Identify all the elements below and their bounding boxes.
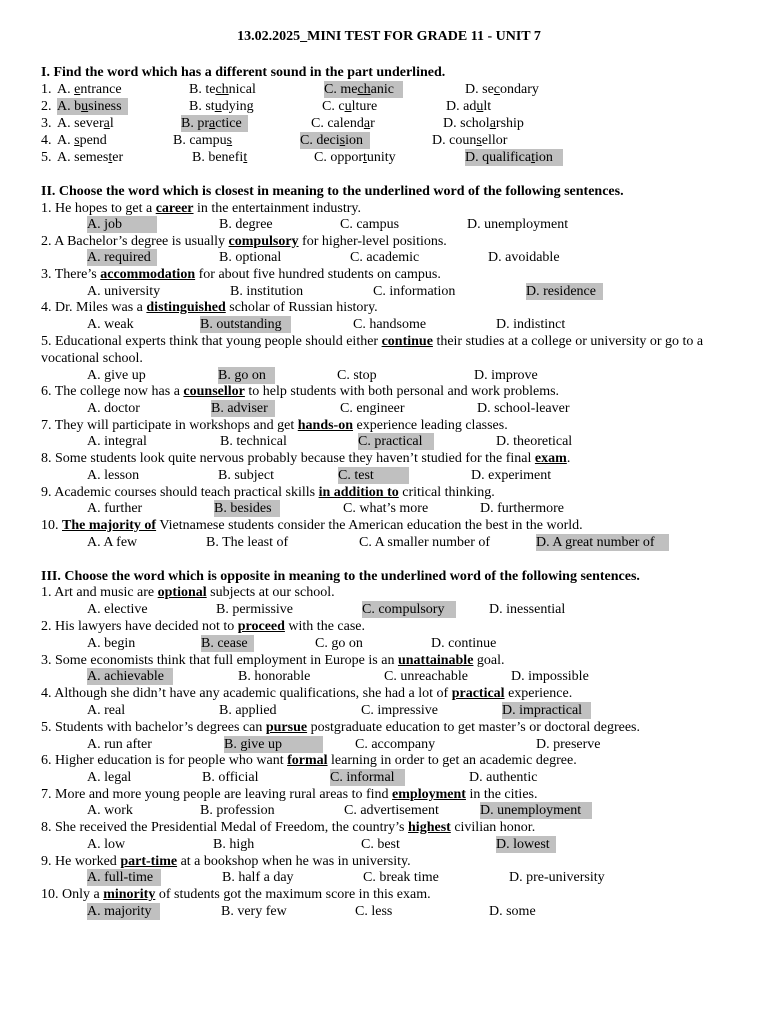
s1-row-2: 2. [41,99,52,114]
s3-q3-option-d: D. impossible [511,669,589,684]
s2-q6-option-b-answer: B. adviser [211,400,275,417]
s2-q2-option-c: C. academic [350,250,420,265]
s3-q9-option-a-answer: A. full-time [87,869,161,886]
s2-q10-option-c: C. A smaller number of [359,535,491,550]
s2-q5-option-a: A. give up [87,368,146,383]
s2-q4-option-b-answer: B. outstanding [200,316,291,333]
s2-q7-stem: 7. They will participate in workshops and get hands-on experience leading classes. [41,418,508,433]
s3-q6-option-d: D. authentic [469,770,538,785]
s2-q7-option-d: D. theoretical [496,434,573,449]
s2-q2-option-b: B. optional [219,250,282,265]
section3-heading: III. Choose the word which is opposite in meaning to the underlined word of the following sentences. [41,569,640,584]
s1-q4-option-b: B. campus [173,133,233,148]
s1-q2-option-b: B. studying [189,99,254,114]
s2-q1-stem: 1. He hopes to get a career in the entertainment industry. [41,201,361,216]
s3-q5-option-c: C. accompany [355,737,436,752]
s2-q8-option-a: A. lesson [87,468,140,483]
s3-q10-stem: 10. Only a minority of students got the maximum score in this exam. [41,887,431,902]
s2-q6-option-c: C. engineer [340,401,405,416]
s1-row-4: 4. [41,133,52,148]
s2-q3-option-d-answer: D. residence [526,283,603,300]
s2-q7-option-b: B. technical [220,434,287,449]
s2-q10-option-a: A. A few [87,535,138,550]
s3-q10-option-c: C. less [355,904,393,919]
s2-q1-option-a-answer: A. job [87,216,157,233]
s3-q6-option-a: A. legal [87,770,132,785]
s3-q4-option-d-answer: D. impractical [502,702,591,719]
s1-row-1: 1. [41,82,52,97]
s1-q2-option-c: C. culture [322,99,378,114]
s2-q10-option-d-answer: D. A great number of [536,534,669,551]
s3-q9-option-d: D. pre-university [509,870,605,885]
s3-q5-option-b-answer: B. give up [224,736,323,753]
s3-q2-option-d: D. continue [431,636,497,651]
s1-q4-option-d: D. counsellor [432,133,508,148]
s2-q6-option-d: D. school-leaver [477,401,570,416]
s2-q1-option-b: B. degree [219,217,273,232]
s3-q8-option-b: B. high [213,837,255,852]
s3-q8-option-a: A. low [87,837,126,852]
s1-q4-option-c-answer: C. decision [300,132,370,149]
s3-q10-option-d: D. some [489,904,536,919]
s2-q2-option-a-answer: A. required [87,249,157,266]
s1-q1-option-b: B. technical [189,82,256,97]
s2-q9-option-c: C. what’s more [343,501,429,516]
section1-heading: I. Find the word which has a different sound in the part underlined. [41,65,446,80]
s2-q8-option-d: D. experiment [471,468,552,483]
s3-q10-option-b: B. very few [221,904,287,919]
s2-q9-stem: 9. Academic courses should teach practical skills in addition to critical thinking. [41,485,495,500]
s3-q1-option-b: B. permissive [216,602,293,617]
s2-q3-option-a: A. university [87,284,161,299]
s2-q8-option-c-answer: C. test [338,467,409,484]
s3-q7-option-b: B. profession [200,803,275,818]
s1-q5-option-d-answer: D. qualification [465,149,563,166]
s1-q2-option-a-answer: A. business [57,98,128,115]
s1-q1-option-a: A. entrance [57,82,122,97]
s1-q2-option-d: D. adult [446,99,492,114]
s1-row-5: 5. [41,150,52,165]
s2-q9-option-d: D. furthermore [480,501,564,516]
s3-q10-option-a-answer: A. majority [87,903,160,920]
s3-q8-option-d-answer: D. lowest [496,836,556,853]
s3-q6-option-c-answer: C. informal [330,769,405,786]
s3-q5-option-a: A. run after [87,737,152,752]
s1-q5-option-b: B. benefit [192,150,248,165]
s3-q8-stem: 8. She received the Presidential Medal of Freedom, the country’s highest civilian honor. [41,820,536,835]
s3-q7-option-c: C. advertisement [344,803,439,818]
s3-q1-option-d: D. inessential [489,602,566,617]
s2-q7-option-c-answer: C. practical [358,433,434,450]
s3-q3-option-a-answer: A. achievable [87,668,173,685]
s3-q5-stem: 5. Students with bachelor’s degrees can pursue postgraduate education to get master’s or doctoral degrees. [41,720,640,735]
s1-q3-option-b-answer: B. practice [181,115,248,132]
s3-q7-option-a: A. work [87,803,133,818]
s3-q4-option-b: B. applied [219,703,277,718]
s2-q4-stem: 4. Dr. Miles was a distinguished scholar of Russian history. [41,300,378,315]
s2-q3-option-b: B. institution [230,284,304,299]
s2-q4-option-c: C. handsome [353,317,427,332]
s2-q3-option-c: C. information [373,284,456,299]
s2-q6-stem: 6. The college now has a counsellor to help students with both personal and work problems. [41,384,560,399]
s3-q4-stem: 4. Although she didn’t have any academic qualifications, she had a lot of practical experience. [41,686,573,701]
page-title: 13.02.2025_MINI TEST FOR GRADE 11 - UNIT 7 [237,29,541,44]
s2-q5-option-b-answer: B. go on [218,367,275,384]
s2-q9-option-a: A. further [87,501,143,516]
s3-q1-option-c-answer: C. compulsory [362,601,456,618]
s3-q7-option-d-answer: D. unemployment [480,802,592,819]
s3-q3-option-b: B. honorable [238,669,311,684]
s1-row-3: 3. [41,116,52,131]
s3-q2-option-c: C. go on [315,636,363,651]
s2-q10-option-b: B. The least of [206,535,289,550]
s2-q4-option-a: A. weak [87,317,134,332]
s3-q9-stem: 9. He worked part-time at a bookshop when he was in university. [41,854,411,869]
s2-q8-option-b: B. subject [218,468,274,483]
s3-q3-stem: 3. Some economists think that full employment in Europe is an unattainable goal. [41,653,505,668]
s2-q2-stem: 2. A Bachelor’s degree is usually compulsory for higher-level positions. [41,234,447,249]
s2-q3-stem: 3. There’s accommodation for about five hundred students on campus. [41,267,441,282]
s3-q4-option-c: C. impressive [361,703,438,718]
s3-q3-option-c: C. unreachable [384,669,468,684]
s3-q6-option-b: B. official [202,770,259,785]
s3-q9-option-b: B. half a day [222,870,294,885]
s1-q1-option-c-answer: C. mechanic [324,81,403,98]
s3-q6-stem: 6. Higher education is for people who want formal learning in order to get an academic degree. [41,753,577,768]
s2-q7-option-a: A. integral [87,434,147,449]
s1-q1-option-d: D. secondary [465,82,539,97]
s3-q8-option-c: C. best [361,837,400,852]
s2-q6-option-a: A. doctor [87,401,140,416]
s2-q5-option-d: D. improve [474,368,538,383]
s2-q8-stem: 8. Some students look quite nervous probably because they haven’t studied for the final exam. [41,451,571,466]
s1-q5-option-c: C. opportunity [314,150,396,165]
s3-q7-stem: 7. More and more young people are leaving rural areas to find employment in the cities. [41,787,538,802]
s2-q5-option-c: C. stop [337,368,377,383]
s3-q1-stem: 1. Art and music are optional subjects at our school. [41,585,335,600]
s1-q5-option-a: A. semester [57,150,124,165]
s3-q2-option-b-answer: B. cease [201,635,254,652]
s2-q5-stem: 5. Educational experts think that young people should either continue their studies at a college or university or go to a vocational school. [41,334,704,366]
s2-q1-option-d: D. unemployment [467,217,569,232]
s2-q4-option-d: D. indistinct [496,317,566,332]
s2-q9-option-b-answer: B. besides [214,500,280,517]
s3-q5-option-d: D. preserve [536,737,601,752]
s3-q2-option-a: A. begin [87,636,136,651]
s2-q2-option-d: D. avoidable [488,250,560,265]
section2-heading: II. Choose the word which is closest in meaning to the underlined word of the following sentences. [41,184,624,199]
s1-q3-option-d: D. scholarship [443,116,524,131]
s2-q10-stem: 10. The majority of Vietnamese students consider the American education the best in the world. [41,518,583,533]
s3-q9-option-c: C. break time [363,870,439,885]
s3-q4-option-a: A. real [87,703,126,718]
s3-q1-option-a: A. elective [87,602,148,617]
s3-q2-stem: 2. His lawyers have decided not to proceed with the case. [41,619,366,634]
s1-q3-option-a: A. several [57,116,114,131]
s1-q3-option-c: C. calendar [311,116,375,131]
s2-q1-option-c: C. campus [340,217,400,232]
s1-q4-option-a: A. spend [57,133,107,148]
